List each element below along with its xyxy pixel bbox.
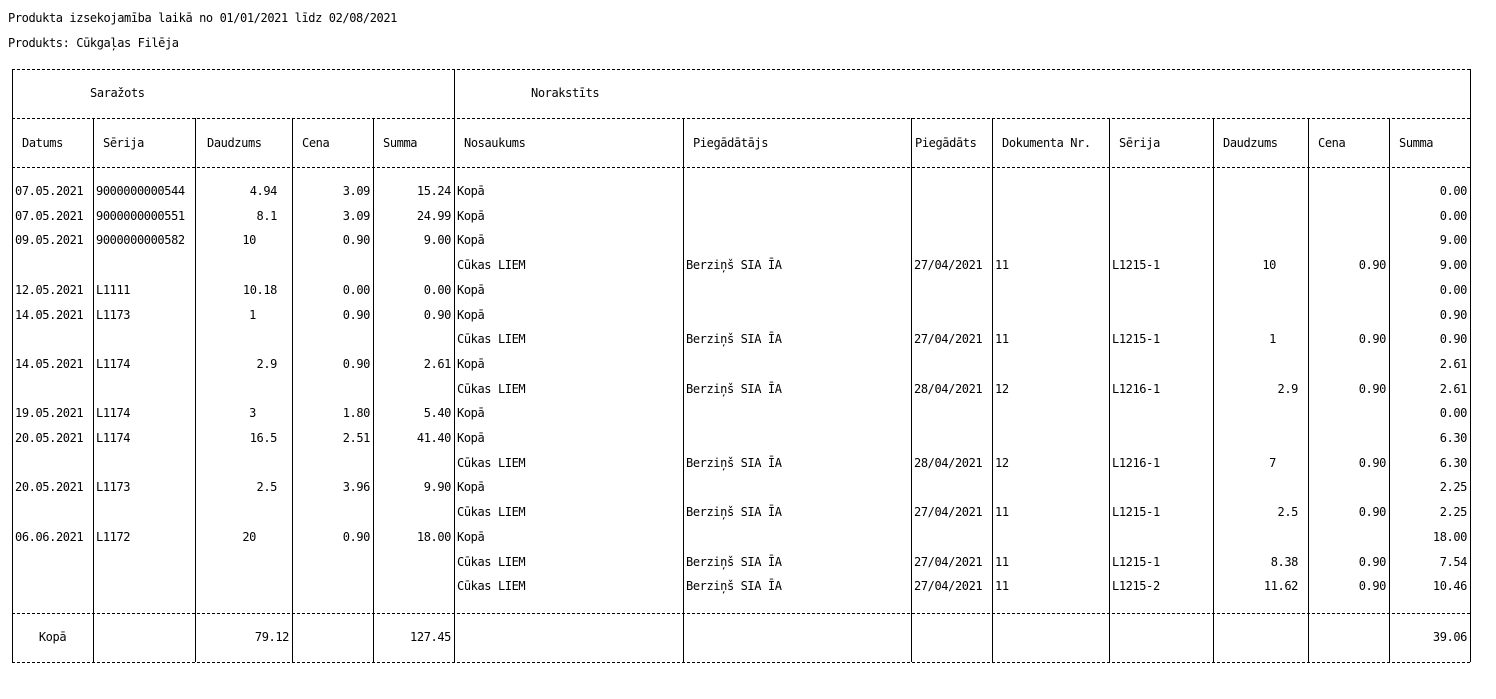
table-cell: L1111 [96, 282, 131, 297]
table-cell: Kopā [457, 406, 485, 421]
table-cell: 12 [995, 381, 1009, 396]
table-cell: 11.62 [1263, 579, 1298, 594]
table-cell: 11 [995, 579, 1009, 594]
table-cell: 0.90 [1358, 579, 1386, 594]
column-divider [1109, 613, 1110, 662]
table-cell: 27/04/2021 [914, 505, 983, 520]
table-cell: Berziņš SIA ĪA [686, 332, 782, 347]
table-cell: 27/04/2021 [914, 332, 983, 347]
column-header: Cena [1318, 136, 1346, 150]
table-border [12, 69, 13, 662]
table-cell: 9000000000544 [96, 184, 185, 198]
table-cell: 3.96 [342, 480, 370, 495]
table-cell: L1173 [96, 307, 131, 322]
table-cell: 2.25 [1439, 480, 1467, 495]
table-cell: 6.30 [1439, 455, 1467, 470]
table-cell: 2.51 [342, 431, 370, 445]
column-divider [195, 118, 196, 167]
table-rule [12, 613, 1470, 614]
table-cell: 0.90 [342, 529, 370, 544]
table-cell: Kopā [457, 282, 485, 297]
table-cell: 27/04/2021 [914, 579, 983, 594]
table-rule [12, 167, 1470, 168]
table-cell: 0.00 [423, 282, 451, 297]
table-cell: 3 [249, 406, 256, 421]
column-header: Datums [22, 136, 63, 150]
table-cell: 09.05.2021 [15, 233, 84, 248]
table-cell: 9.00 [1439, 258, 1467, 273]
column-divider [683, 613, 684, 662]
table-cell: 10 [1262, 258, 1276, 273]
column-divider [683, 118, 684, 167]
table-cell: 0.00 [1439, 184, 1467, 198]
table-cell: 16.5 [249, 431, 277, 445]
column-divider [454, 167, 455, 613]
column-divider [195, 613, 196, 662]
column-divider [992, 118, 993, 167]
table-cell: 9000000000582 [96, 233, 185, 248]
table-cell: 8.1 [256, 208, 277, 223]
table-cell: Berziņš SIA ĪA [686, 579, 782, 594]
column-divider [911, 118, 912, 167]
table-cell: 3.09 [342, 208, 370, 223]
table-cell: L1172 [96, 529, 131, 544]
table-cell: 12.05.2021 [15, 282, 84, 297]
column-divider [1470, 167, 1471, 613]
table-cell: 0.90 [1358, 332, 1386, 347]
table-cell: 4.94 [249, 184, 277, 198]
table-cell: Berziņš SIA ĪA [686, 505, 782, 520]
column-divider [1213, 613, 1214, 662]
table-rule [12, 69, 1470, 70]
table-cell: 07.05.2021 [15, 184, 84, 198]
table-cell: 0.90 [423, 307, 451, 322]
column-divider [1213, 167, 1214, 613]
column-divider [1389, 613, 1390, 662]
table-cell: L1215-1 [1112, 505, 1160, 520]
table-border [1470, 69, 1471, 662]
table-cell: 41.40 [416, 431, 451, 445]
table-cell: 0.90 [342, 307, 370, 322]
table-cell: Cūkas LIEM [457, 505, 526, 520]
table-cell: 0.90 [342, 233, 370, 248]
column-header: Daudzums [1223, 136, 1278, 150]
table-cell: 2.61 [423, 356, 451, 371]
table-cell: 0.90 [1358, 381, 1386, 396]
table-cell: 18.00 [416, 529, 451, 544]
column-divider [1109, 118, 1110, 167]
table-cell: Kopā [457, 431, 485, 445]
column-header: Sērija [1119, 136, 1160, 150]
table-cell: Kopā [457, 184, 485, 198]
table-cell: 19.05.2021 [15, 406, 84, 421]
column-header: Sērija [103, 136, 144, 150]
table-cell: L1174 [96, 356, 131, 371]
table-cell: L1173 [96, 480, 131, 495]
column-divider [373, 167, 374, 613]
column-divider [12, 167, 13, 613]
table-rule [12, 662, 1470, 663]
table-cell: L1215-2 [1112, 579, 1160, 594]
column-divider [1308, 118, 1309, 167]
column-header: Piegādāts [915, 136, 977, 150]
table-cell: Cūkas LIEM [457, 554, 526, 569]
totals-cell: 79.12 [254, 630, 289, 644]
table-cell: 1 [1269, 332, 1276, 347]
table-cell: Kopā [457, 233, 485, 248]
column-header: Summa [383, 136, 418, 150]
column-divider [1213, 118, 1214, 167]
table-cell: 11 [995, 332, 1009, 347]
report-title: Produkta izsekojamība laikā no 01/01/2021 līdz 02/08/2021 [8, 11, 398, 25]
column-header: Daudzums [207, 136, 262, 150]
table-cell: 14.05.2021 [15, 356, 84, 371]
table-cell: 12 [995, 455, 1009, 470]
table-rule [12, 118, 1470, 119]
table-cell: 27/04/2021 [914, 554, 983, 569]
table-cell: L1215-1 [1112, 258, 1160, 273]
table-cell: 2.61 [1439, 381, 1467, 396]
column-divider [373, 118, 374, 167]
table-cell: 9.00 [423, 233, 451, 248]
table-cell: Kopā [457, 307, 485, 322]
table-cell: 06.06.2021 [15, 529, 84, 544]
column-divider [195, 167, 196, 613]
table-cell: 9000000000551 [96, 208, 185, 223]
table-cell: Berziņš SIA ĪA [686, 258, 782, 273]
table-cell: 7.54 [1439, 554, 1467, 569]
table-cell: 28/04/2021 [914, 381, 983, 396]
column-header: Piegādātājs [693, 136, 769, 150]
column-divider [1109, 167, 1110, 613]
table-cell: 11 [995, 505, 1009, 520]
table-cell: Cūkas LIEM [457, 455, 526, 470]
table-cell: 15.24 [416, 184, 451, 198]
column-divider [292, 118, 293, 167]
table-cell: Berziņš SIA ĪA [686, 554, 782, 569]
table-cell: Berziņš SIA ĪA [686, 381, 782, 396]
table-cell: L1216-1 [1112, 455, 1160, 470]
table-cell: 20.05.2021 [15, 431, 84, 445]
column-divider [1389, 167, 1390, 613]
table-cell: 2.25 [1439, 505, 1467, 520]
column-header: Summa [1399, 136, 1434, 150]
table-cell: 20.05.2021 [15, 480, 84, 495]
group-header-written-off: Norakstīts [531, 86, 600, 100]
table-cell: 6.30 [1439, 431, 1467, 445]
table-cell: Berziņš SIA ĪA [686, 455, 782, 470]
column-divider [911, 613, 912, 662]
table-cell: 27/04/2021 [914, 258, 983, 273]
table-cell: 0.90 [1439, 332, 1467, 347]
table-cell: 20 [242, 529, 256, 544]
table-cell: 5.40 [423, 406, 451, 421]
totals-label: Kopā [38, 630, 67, 644]
table-cell: 0.90 [1439, 307, 1467, 322]
table-cell: 0.00 [1439, 282, 1467, 297]
totals-cell: 39.06 [1432, 630, 1467, 644]
table-cell: 07.05.2021 [15, 208, 84, 223]
column-divider [992, 167, 993, 613]
table-cell: 0.00 [1439, 208, 1467, 223]
column-divider [1308, 167, 1309, 613]
table-cell: 0.90 [1358, 554, 1386, 569]
table-cell: 2.61 [1439, 356, 1467, 371]
column-header: Dokumenta Nr. [1002, 136, 1091, 150]
table-cell: 24.99 [416, 208, 451, 223]
table-cell: 9.00 [1439, 233, 1467, 248]
table-cell: 0.90 [1358, 455, 1386, 470]
column-divider [992, 613, 993, 662]
column-divider [292, 613, 293, 662]
table-cell: Cūkas LIEM [457, 258, 526, 273]
column-divider [911, 167, 912, 613]
column-divider [1389, 118, 1390, 167]
table-cell: 0.90 [1358, 505, 1386, 520]
column-divider [292, 167, 293, 613]
table-cell: 14.05.2021 [15, 307, 84, 322]
table-cell: Kopā [457, 480, 485, 495]
product-name: Produkts: Cūkgaļas Filēja [8, 36, 179, 50]
table-cell: 1 [249, 307, 256, 322]
table-cell: L1215-1 [1112, 332, 1160, 347]
table-cell: 7 [1269, 455, 1276, 470]
column-divider [93, 118, 94, 167]
table-cell: Kopā [457, 356, 485, 371]
table-cell: L1174 [96, 406, 131, 421]
table-cell: L1216-1 [1112, 381, 1160, 396]
table-cell: 11 [995, 258, 1009, 273]
table-cell: 0.90 [1358, 258, 1386, 273]
table-cell: 0.00 [1439, 406, 1467, 421]
table-cell: Kopā [457, 208, 485, 223]
table-cell: 2.9 [1277, 381, 1298, 396]
column-divider [373, 613, 374, 662]
table-cell: 10 [242, 233, 256, 248]
table-cell: 0.90 [342, 356, 370, 371]
column-divider [93, 167, 94, 613]
table-cell: 9.90 [423, 480, 451, 495]
column-divider [1308, 613, 1309, 662]
group-header-produced: Saražots [90, 86, 145, 100]
table-cell: 3.09 [342, 184, 370, 198]
table-cell: 10.46 [1432, 579, 1467, 594]
table-cell: 1.80 [342, 406, 370, 421]
table-cell: Kopā [457, 529, 485, 544]
table-cell: 2.9 [256, 356, 277, 371]
table-cell: 11 [995, 554, 1009, 569]
table-cell: 2.5 [256, 480, 277, 495]
table-cell: 18.00 [1432, 529, 1467, 544]
column-divider [93, 613, 94, 662]
table-cell: Cūkas LIEM [457, 579, 526, 594]
table-cell: Cūkas LIEM [457, 332, 526, 347]
table-cell: Cūkas LIEM [457, 381, 526, 396]
table-cell: 10.18 [242, 282, 277, 297]
table-cell: 28/04/2021 [914, 455, 983, 470]
table-cell: 2.5 [1277, 505, 1298, 520]
column-header: Cena [302, 136, 330, 150]
column-divider [454, 69, 455, 662]
column-header: Nosaukums [464, 136, 526, 150]
totals-cell: 127.45 [410, 630, 451, 644]
column-divider [683, 167, 684, 613]
table-cell: L1215-1 [1112, 554, 1160, 569]
table-cell: 8.38 [1270, 554, 1298, 569]
table-cell: L1174 [96, 431, 131, 445]
table-cell: 0.00 [342, 282, 370, 297]
